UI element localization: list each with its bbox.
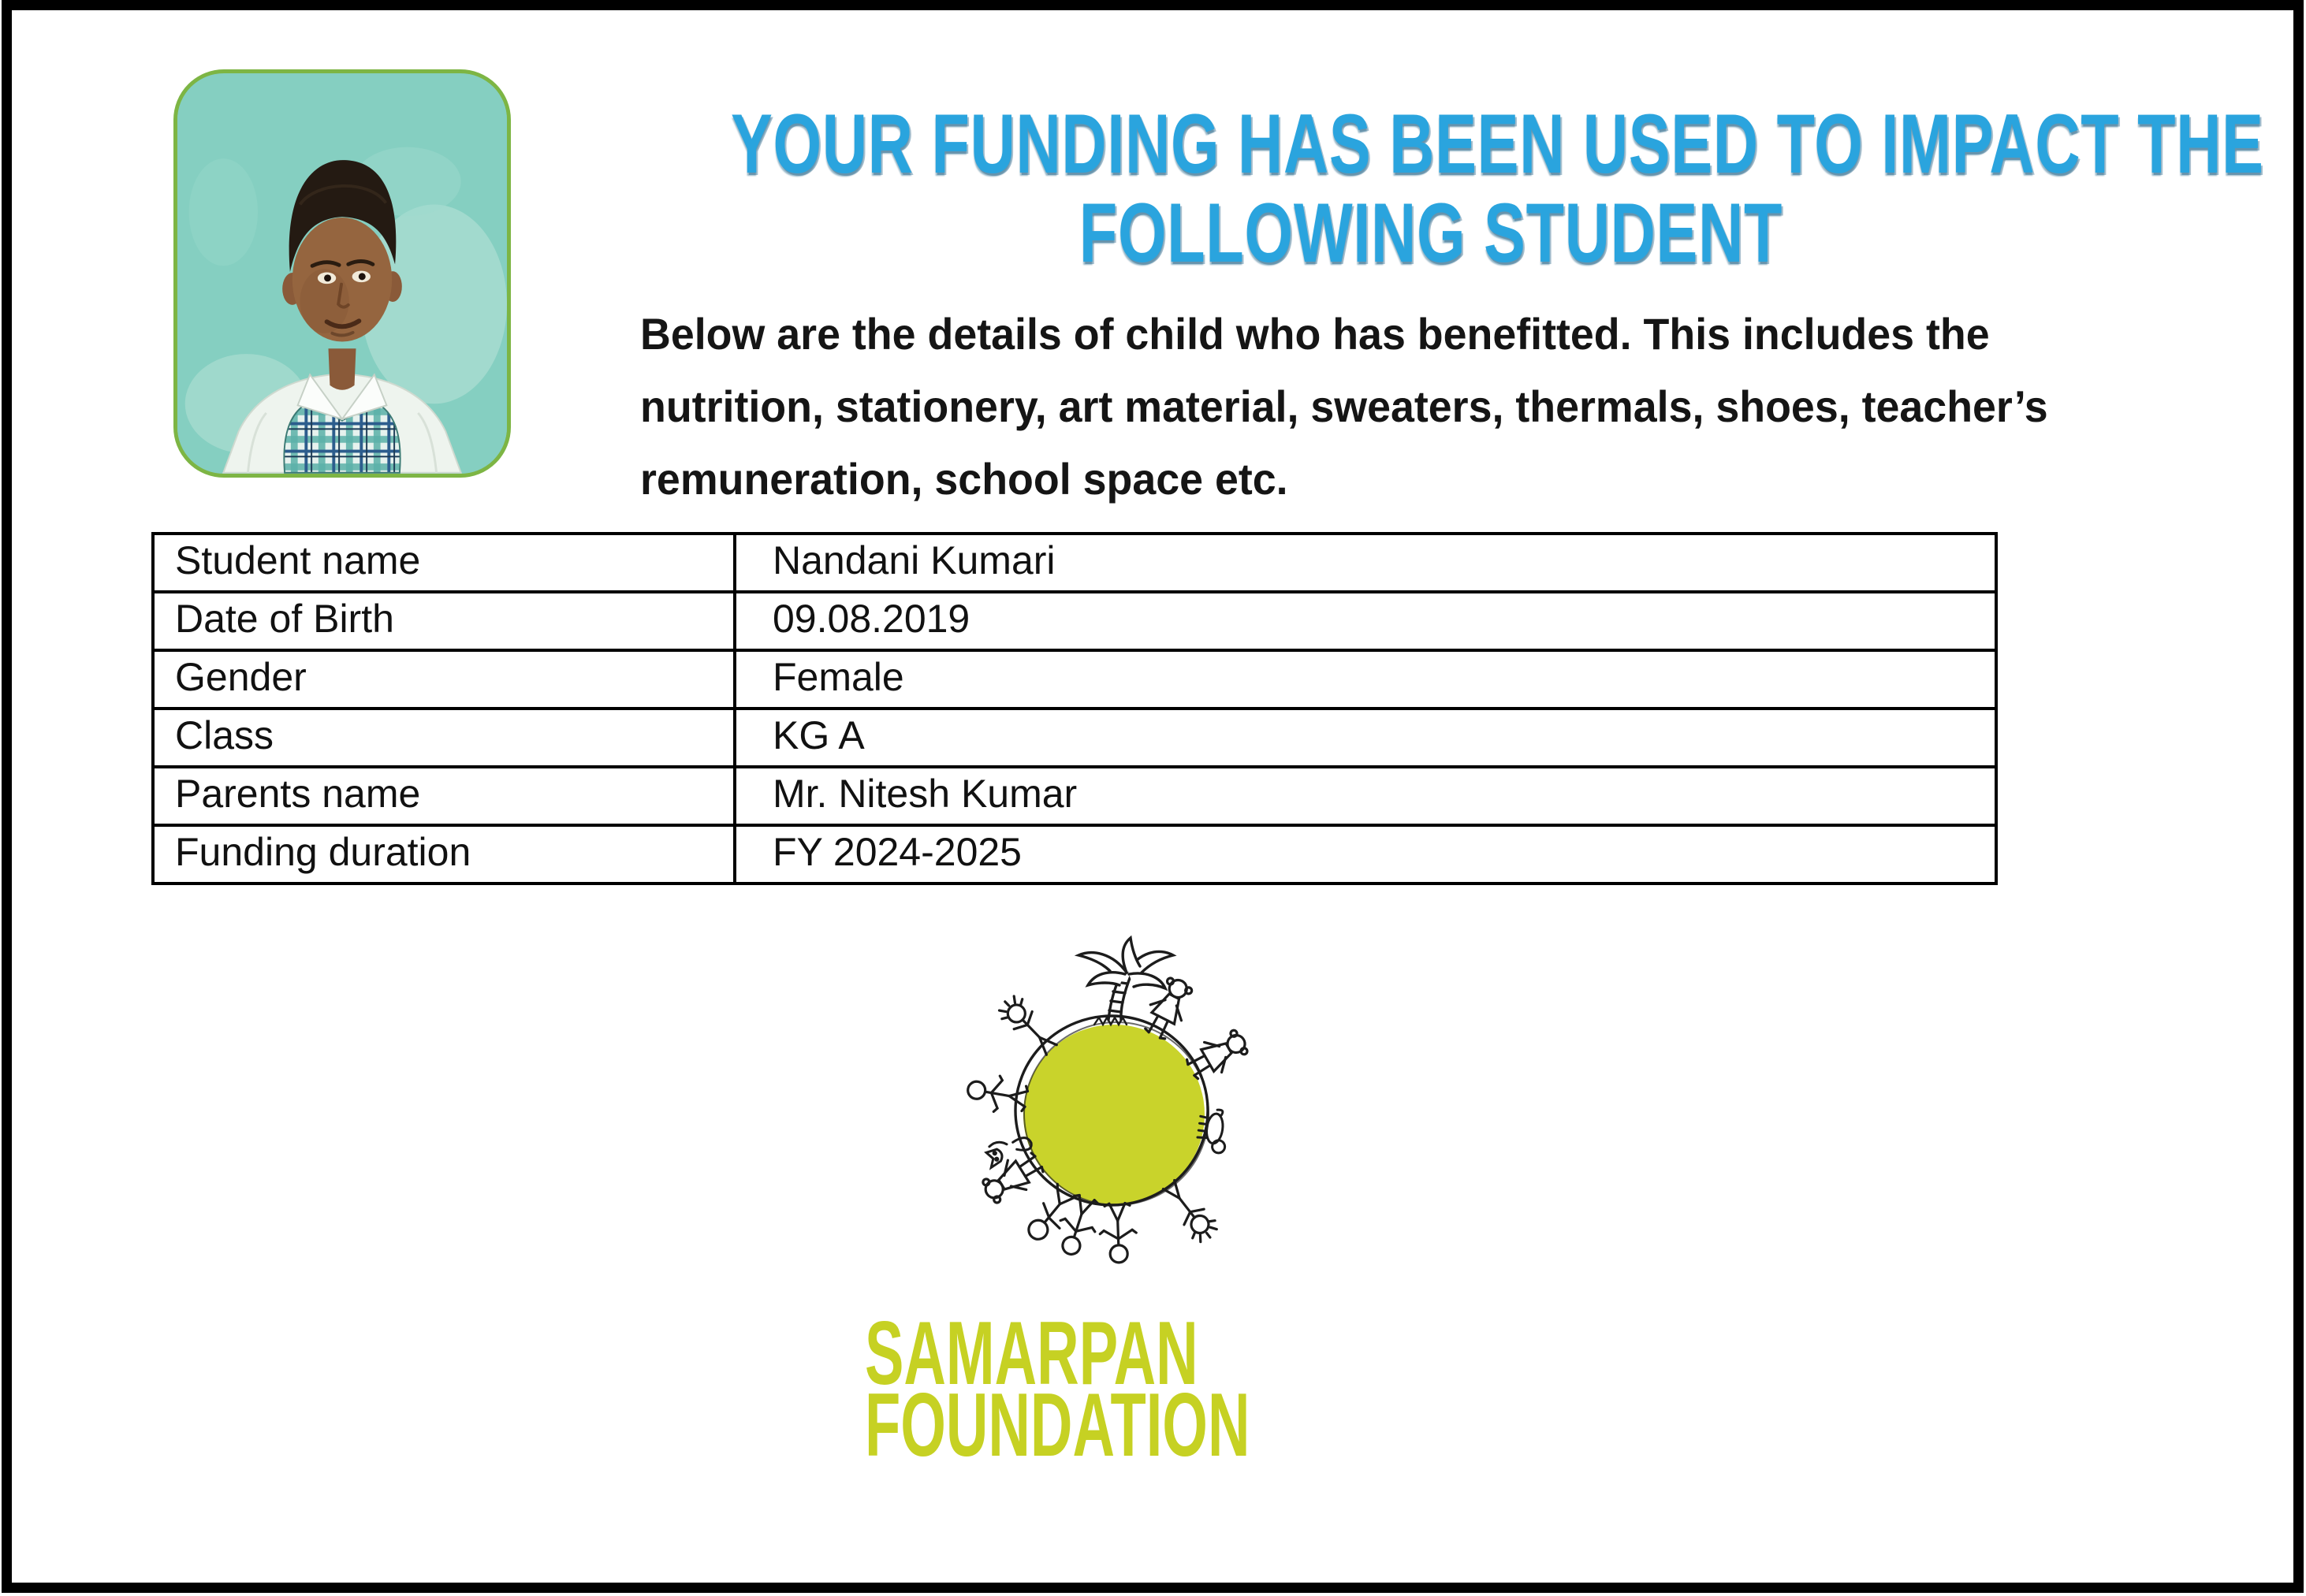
intro-line: remuneration, school space etc. [640,454,1288,504]
student-photo [173,69,511,478]
wordmark-line1: SAMARPAN [865,1304,1198,1404]
table-cell-label: Student name [153,534,735,592]
table-cell-label: Class [153,709,735,767]
table-cell-label: Gender [153,650,735,709]
table-cell-value: 09.08.2019 [735,592,1996,650]
page-title-line2: FOLLOWING STUDENT [1078,185,1783,281]
student-details-table [151,532,1998,885]
student-photo-illustration [177,73,507,474]
wordmark-line2: FOUNDATION [865,1375,1250,1476]
samarpan-foundation-wordmark [865,1304,1250,1476]
table-cell-label: Date of Birth [153,592,735,650]
globe-with-children-icon [932,932,1302,1294]
table-cell-value: Nandani Kumari [735,534,1996,592]
intro-line: nutrition, stationery, art material, sweaters, thermals, shoes, teacher’s [640,381,2048,431]
samarpan-foundation-globe-logo-icon [932,932,1302,1294]
table-cell-label: Parents name [153,767,735,825]
table-row [153,709,1996,767]
table-row [153,534,1996,592]
intro-text [640,298,2048,515]
table-cell-value: Female [735,650,1996,709]
intro-line: Below are the details of child who has benefitted. This includes the [640,309,1990,359]
table-row [153,592,1996,650]
page-title [731,96,2264,281]
table-row [153,767,1996,825]
table-cell-label: Funding duration [153,825,735,884]
page-title-line1: YOUR FUNDING HAS BEEN USED TO IMPACT THE [731,96,2264,191]
table-cell-value: FY 2024-2025 [735,825,1996,884]
table-row [153,825,1996,884]
table-row [153,650,1996,709]
table-cell-value: KG A [735,709,1996,767]
table-cell-value: Mr. Nitesh Kumar [735,767,1996,825]
